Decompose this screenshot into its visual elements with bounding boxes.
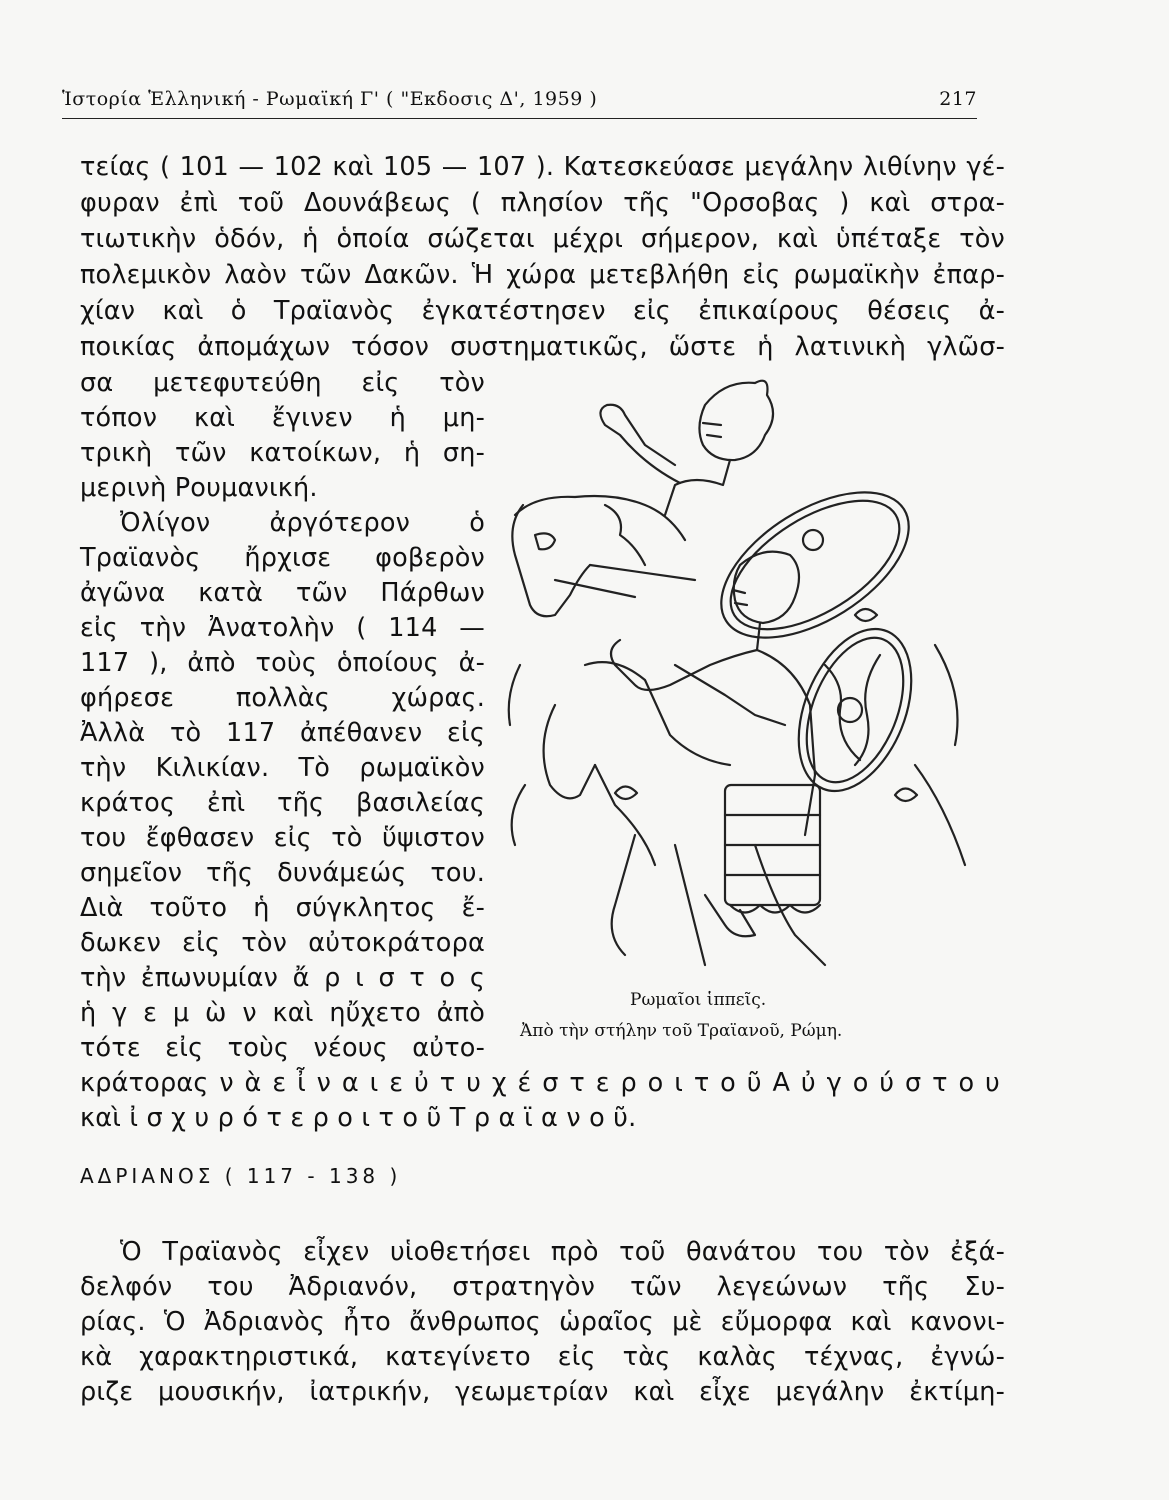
text-line: ποικίας ἀπομάχων τόσον συστηματικῶς, ὥστε ἡ λατινικὴ γλῶσ-	[80, 332, 1005, 362]
text-line: φήρεσε πολλὰς χώρας.	[80, 683, 485, 713]
text-line: τρικὴ τῶν κατοίκων, ἡ ση-	[80, 438, 485, 468]
horsemen-illustration	[495, 365, 990, 990]
text-line: σημεῖον τῆς δυνάμεώς του.	[80, 858, 485, 888]
text-line: ἡ γ ε μ ὼ ν καὶ ηὔχετο ἀπὸ	[80, 998, 485, 1028]
figure-caption-source: Ἀπὸ τὴν στήλην τοῦ Τραϊανοῦ, Ρώμη.	[520, 1021, 843, 1041]
text-line: Τραϊανὸς ἤρχισε φοβερὸν	[80, 543, 485, 573]
text-line: Ὁ Τραϊανὸς εἶχεν υἱοθετήσει πρὸ τοῦ θανάτου του τὸν ἐξά-	[120, 1237, 1005, 1267]
text-line: ρίας. Ὁ Ἀδριανὸς ἦτο ἄνθρωπος ὡραῖος μὲ εὔμορφα καὶ κανονι-	[80, 1307, 1005, 1337]
text-line: τιωτικὴν ὁδόν, ἡ ὁποία σώζεται μέχρι σήμερον, καὶ ὑπέταξε τὸν	[80, 224, 1005, 254]
text-line: τὴν Κιλικίαν. Τὸ ρωμαϊκὸν	[80, 753, 485, 783]
figure-caption-title: Ρωμαῖοι ἱππεῖς.	[630, 990, 767, 1010]
text-line: ριζε μουσικήν, ἰατρικήν, γεωμετρίαν καὶ εἶχε μεγάλην ἐκτίμη-	[80, 1377, 1005, 1407]
text-line: τείας ( 101 — 102 καὶ 105 — 107 ). Κατεσκεύασε μεγάλην λιθίνην γέ-	[80, 152, 1005, 182]
text-line: εἰς τὴν Ἀνατολὴν ( 114 —	[80, 613, 485, 643]
text-line: Ὀλίγον ἀργότερον ὁ	[120, 508, 485, 538]
text-line: τότε εἰς τοὺς νέους αὐτο-	[80, 1033, 485, 1063]
header-title: Ἱστορία Ἑλληνική - Ρωμαϊκή Γ' ( "Εκδοσις Δ', 1959 )	[62, 88, 598, 110]
text-line: κράτος ἐπὶ τῆς βασιλείας	[80, 788, 485, 818]
text-line: μερινὴ Ρουμανική.	[80, 473, 318, 503]
text-line: τόπον καὶ ἔγινεν ἡ μη-	[80, 403, 485, 433]
figure-roman-horsemen	[495, 365, 990, 1010]
running-header	[62, 84, 977, 119]
text-line: του ἔφθασεν εἰς τὸ ὕψιστον	[80, 823, 485, 853]
page-number: 217	[939, 88, 977, 110]
text-line: φυραν ἐπὶ τοῦ Δουνάβεως ( πλησίον τῆς "Ορσοβας ) καὶ στρα-	[80, 188, 1005, 218]
text-line: ἀγῶνα κατὰ τῶν Πάρθων	[80, 578, 485, 608]
text-line: πολεμικὸν λαὸν τῶν Δακῶν. Ἡ χώρα μετεβλήθη εἰς ρωμαϊκὴν ἐπαρ-	[80, 260, 1005, 290]
text-line: καὶ ἰ σ χ υ ρ ό τ ε ρ ο ι τ ο ῦ Τ ρ α ϊ α ν ο ῦ.	[80, 1103, 637, 1133]
text-line: Ἀλλὰ τὸ 117 ἀπέθανεν εἰς	[80, 718, 485, 748]
text-line: κὰ χαρακτηριστικά, κατεγίνετο εἰς τὰς καλὰς τέχνας, ἐγνώ-	[80, 1342, 1005, 1372]
text-line: δωκεν εἰς τὸν αὐτοκράτορα	[80, 928, 485, 958]
text-line: τὴν ἐπωνυμίαν ἄ ρ ι σ τ ο ς	[80, 963, 485, 993]
text-line: δελφόν του Ἀδριανόν, στρατηγὸν τῶν λεγεώνων τῆς Συ-	[80, 1272, 1005, 1302]
text-line: Διὰ τοῦτο ἡ σύγκλητος ἔ-	[80, 893, 485, 923]
text-line: χίαν καὶ ὁ Τραϊανὸς ἐγκατέστησεν εἰς ἐπικαίρους θέσεις ἀ-	[80, 296, 1005, 326]
text-line: κράτορας ν ὰ ε ἶ ν α ι ε ὐ τ υ χ έ σ τ ε ρ ο ι τ ο ῦ Α ὐ γ ο ύ σ τ ο υ	[80, 1068, 1000, 1098]
text-line: σα μετεφυτεύθη εἰς τὸν	[80, 368, 485, 398]
text-line: 117 ), ἀπὸ τοὺς ὁποίους ἀ-	[80, 648, 485, 678]
section-heading: ΑΔΡΙΑΝΟΣ ( 117 - 138 )	[80, 1164, 402, 1188]
